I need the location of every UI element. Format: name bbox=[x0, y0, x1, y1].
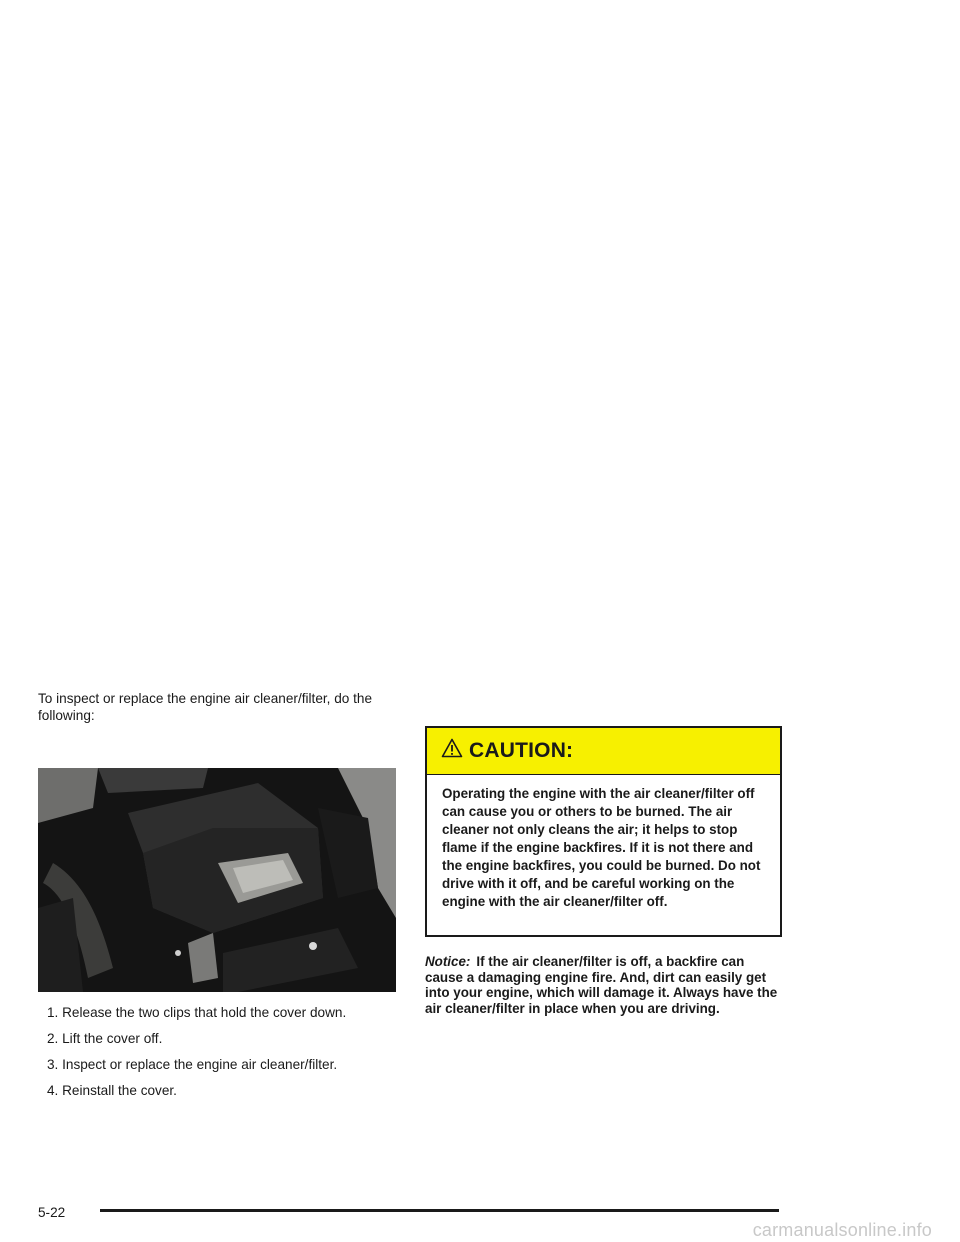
caution-title: CAUTION: bbox=[469, 739, 574, 762]
page-number: 5-22 bbox=[38, 1205, 66, 1220]
watermark: carmanualsonline.info bbox=[752, 1220, 932, 1240]
notice-paragraph bbox=[425, 954, 785, 1016]
caution-header bbox=[427, 728, 780, 775]
notice-label: Notice: bbox=[425, 954, 471, 969]
intro-text: To inspect or replace the engine air cleaner/filter, do the following: bbox=[38, 691, 373, 723]
step-item: 2. Lift the cover off. bbox=[47, 1031, 163, 1046]
steps-list bbox=[47, 1004, 397, 1108]
step-item: 4. Reinstall the cover. bbox=[47, 1083, 177, 1098]
engine-photo bbox=[38, 768, 396, 992]
footer-rule bbox=[100, 1209, 779, 1212]
caution-box bbox=[425, 726, 782, 937]
caution-body: Operating the engine with the air cleaner/filter off can cause you or others to be burned. The air cleaner not only cleans the air; it helps to stop flame if the engine backfires. If it is not there and the engine backfires, you could be burned. Do not drive with it off, and be careful working on the engine with the air cleaner/filter off. bbox=[442, 786, 761, 909]
warning-triangle-icon bbox=[441, 738, 463, 758]
engine-bay-illustration bbox=[38, 768, 396, 992]
notice-text: If the air cleaner/filter is off, a backfire can cause a damaging engine fire. And, dirt can easily get into your engine, which will damage it. Always have the air cleaner/filter in place when you are driving. bbox=[425, 954, 778, 1016]
step-item: 3. Inspect or replace the engine air cleaner/filter. bbox=[47, 1057, 338, 1072]
step-item: 1. Release the two clips that hold the cover down. bbox=[47, 1005, 347, 1020]
